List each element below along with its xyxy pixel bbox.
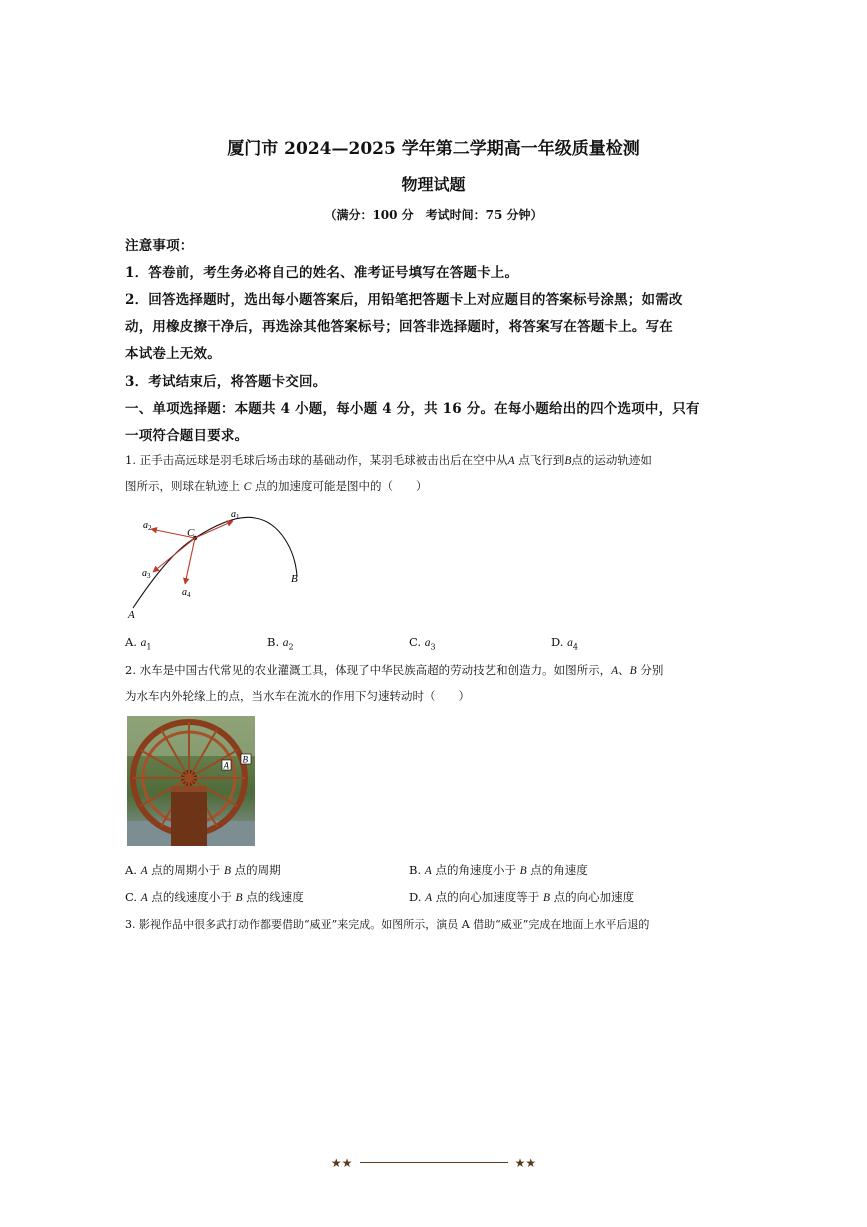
q1-text-line-1: 1. 正手击高远球是羽毛球后场击球的基础动作，某羽毛球被击出后在空中从A 点飞行到B点的运动轨迹如 [125,453,652,467]
footer-rule [360,1162,508,1163]
q2-option-b[interactable]: B. A 点的角速度小于 B 点的角速度 [409,863,588,877]
label-a3: $a_3$ [142,568,151,580]
page-title: 厦门市 2024—2025 学年第二学期高一年级质量检测 [227,139,640,159]
q1-text-line-2: 图所示，则球在轨迹上 C 点的加速度可能是图中的（ ） [125,479,428,493]
photo-label-a: A [223,760,229,771]
q3-text-line-1: 3. 影视作品中很多武打动作都要借助“威亚”来完成。如图所示，演员 A 借助“威亚”完成在地面上水平后退的 [125,918,650,931]
q1-option-d[interactable]: D. $a_4$ [551,635,578,652]
page-subtitle: 物理试题 [401,175,466,194]
footer-stars-left: ★★ [330,1156,353,1170]
water-wheel-photo [127,716,255,846]
q2-option-d[interactable]: D. A 点的向心加速度等于 B 点的向心加速度 [409,890,635,904]
footer-stars-right: ★★ [514,1156,537,1170]
page-footer [0,1152,867,1171]
photo-label-b: B [242,754,248,765]
q2-text-line-2: 为水车内外轮缘上的点，当水车在流水的作用下匀速转动时（ ） [125,689,470,703]
q1-option-a[interactable]: A. $a_1$ [125,635,152,652]
section-heading-line-2: 一项符合题目要求。 [125,428,249,444]
q1-option-c[interactable]: C. $a_3$ [409,635,436,652]
arrow-a1 [195,521,233,538]
section-heading-line-1: 一、单项选择题：本题共 4 小题，每小题 4 分，共 16 分。在每小题给出的四个选项中，只有 [125,401,700,417]
notice-line-2b: 动，用橡皮擦干净后，再选涂其他答案标号；回答非选择题时，将答案写在答题卡上。写在 [125,319,673,335]
notice-line-1: 1．答卷前，考生务必将自己的姓名、准考证号填写在答题卡上。 [125,265,519,281]
notice-line-2c: 本试卷上无效。 [125,346,221,362]
notice-heading: 注意事项： [125,238,194,254]
notice-line-2a: 2．回答选择题时，选出每小题答案后，用铅笔把答题卡上对应题目的答案标号涂黑；如需改 [125,292,683,308]
exam-meta: （满分：100 分 考试时间：75 分钟） [324,208,543,222]
wheel-support [171,786,207,846]
q2-option-a[interactable]: A. A 点的周期小于 B 点的周期 [125,863,281,877]
q2-text-line-1: 2. 水车是中国古代常见的农业灌溉工具，体现了中华民族高超的劳动技艺和创造力。如图所示，A、B 分别 [125,663,664,677]
trajectory-curve [133,517,297,608]
label-a2: $a_2$ [143,520,152,532]
label-a4: $a_4$ [182,587,191,599]
label-c: C [187,527,195,539]
label-b: B [291,573,298,585]
q1-option-b[interactable]: B. $a_2$ [267,635,294,652]
q2-option-c[interactable]: C. A 点的线速度小于 B 点的线速度 [125,890,304,904]
q1-trajectory-figure [125,500,315,625]
label-a1: $a_1$ [231,509,240,521]
label-a: A [128,609,135,621]
notice-line-3: 3．考试结束后，将答题卡交回。 [125,374,327,390]
